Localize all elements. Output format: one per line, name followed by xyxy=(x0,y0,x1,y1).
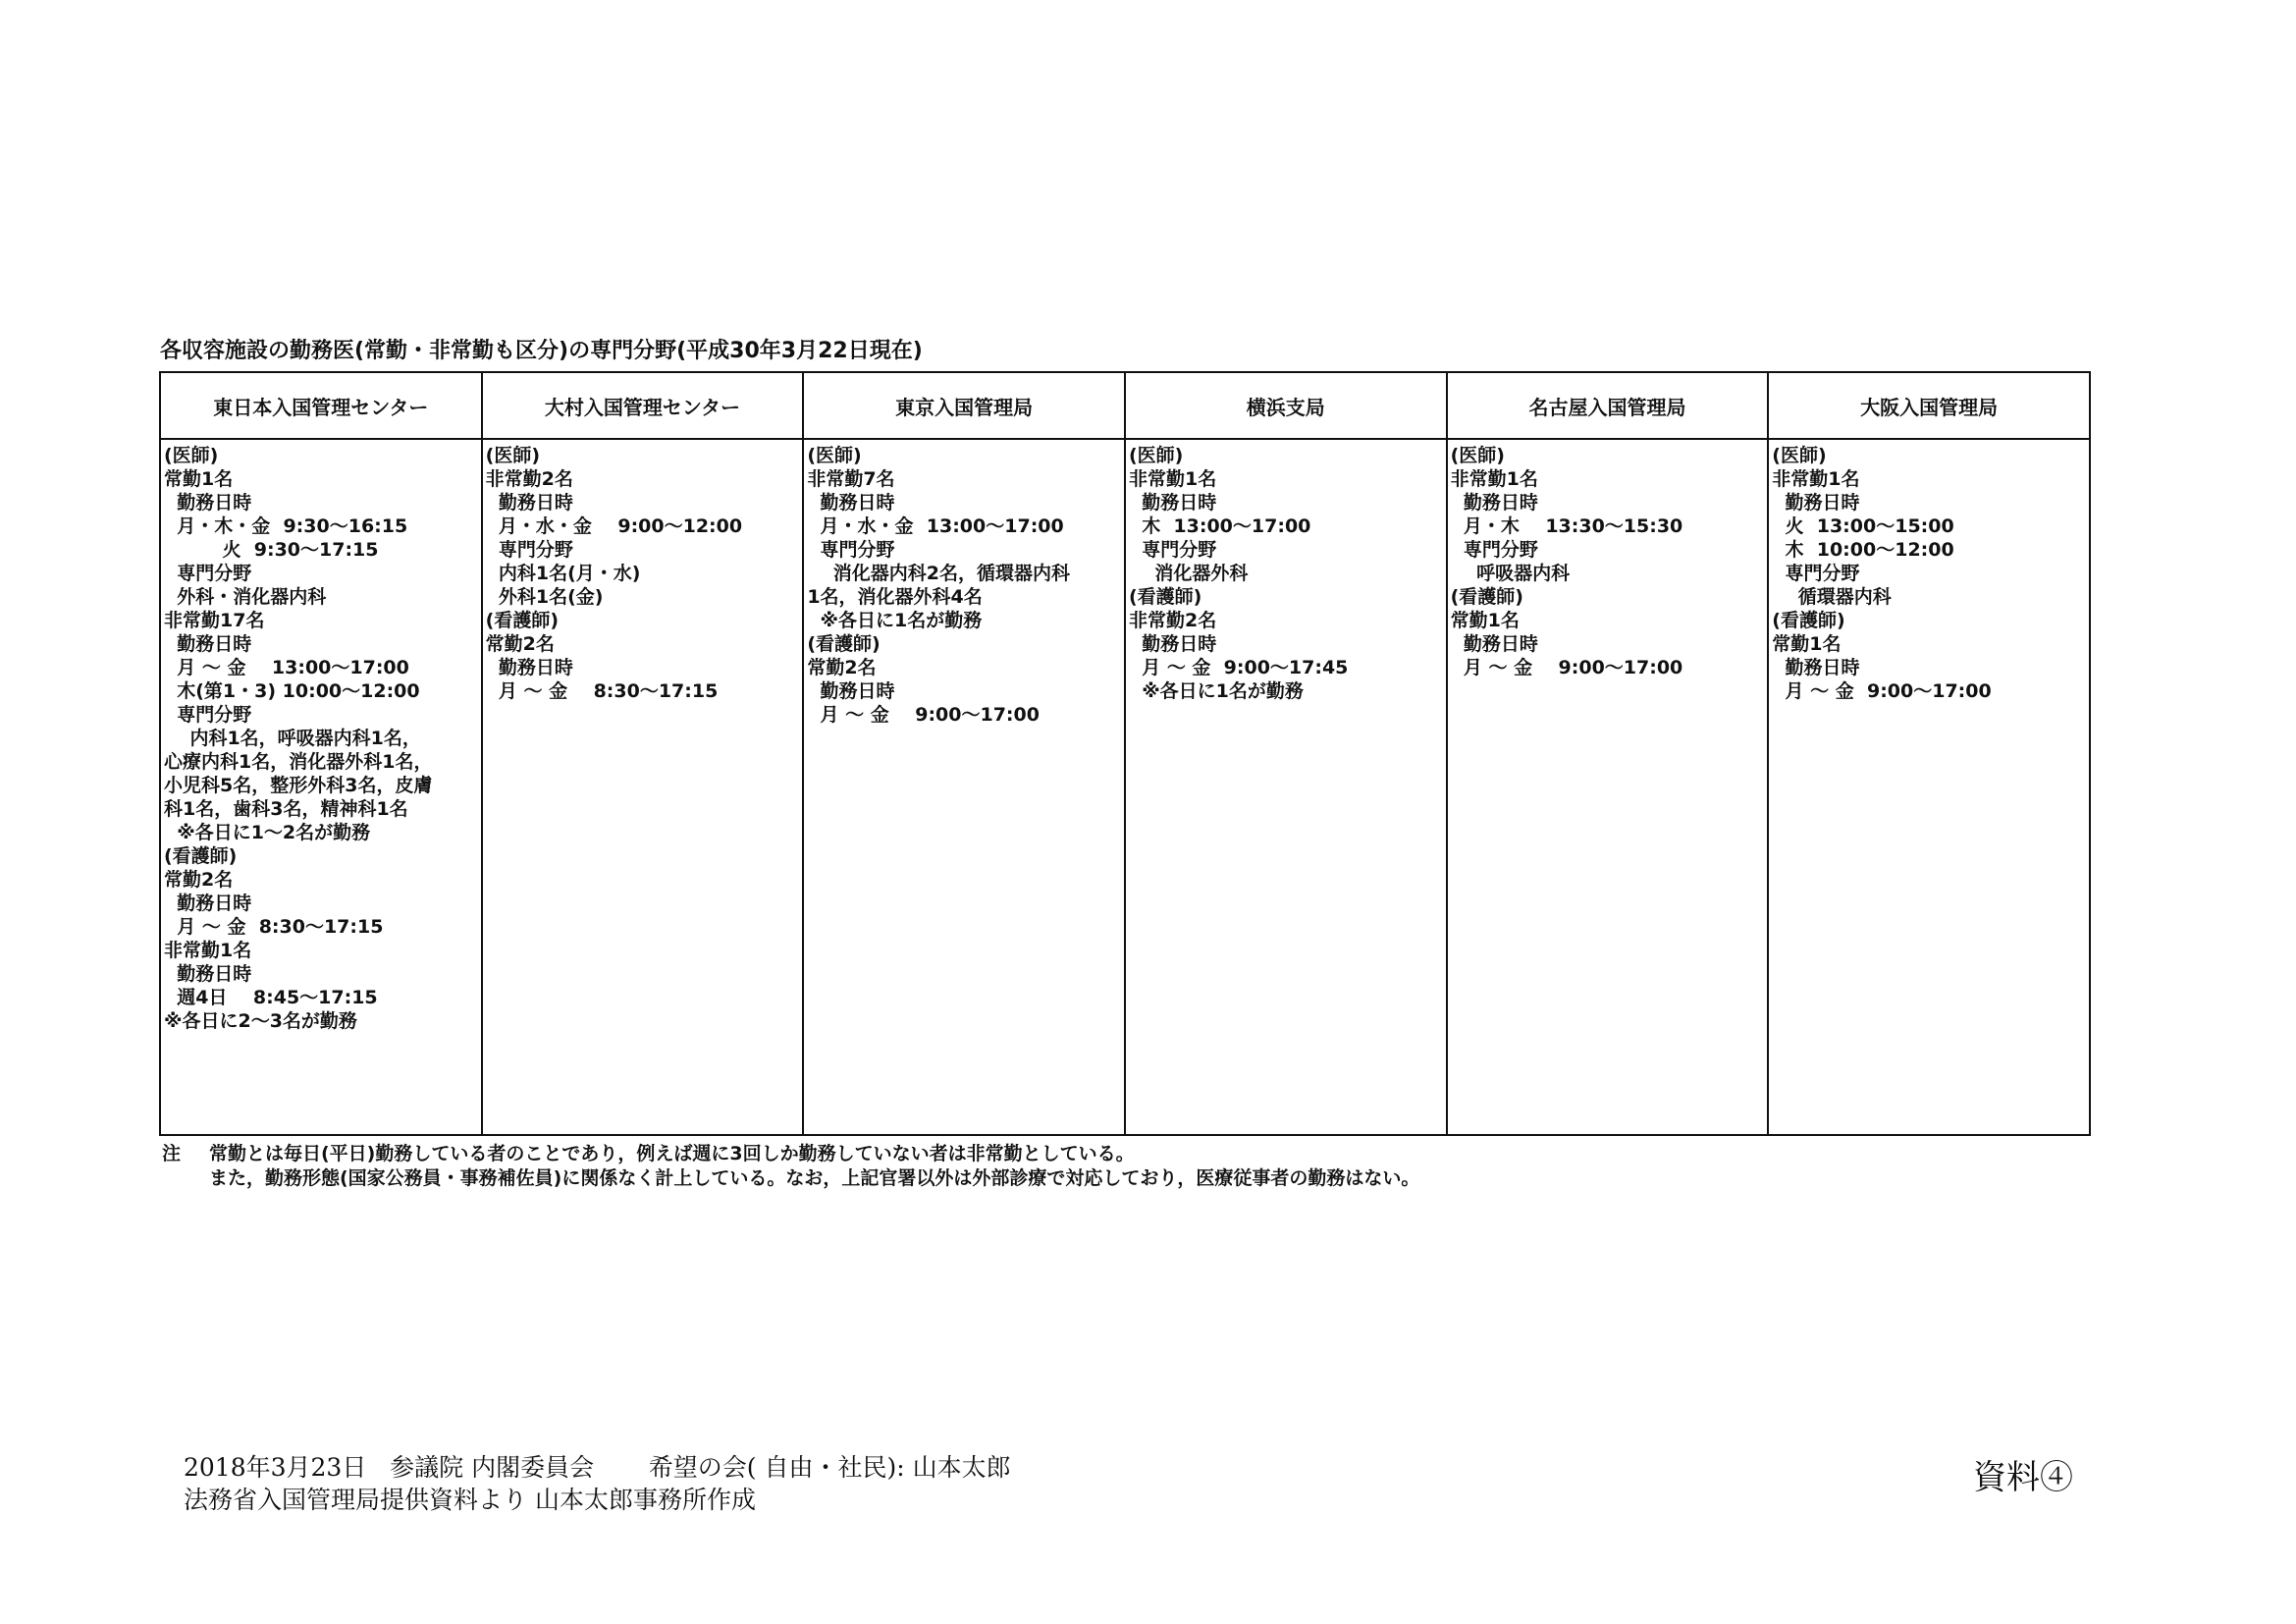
cell-text-line: (看護師) xyxy=(1128,586,1202,608)
cell-text-line: 勤務日時 xyxy=(1128,492,1217,514)
cell-text-line: 常勤1名 xyxy=(1772,633,1842,655)
note-line-2 xyxy=(162,1166,1419,1191)
cell-text-line: 小児科5名，整形外科3名，皮膚 xyxy=(164,775,433,796)
cell-text-line: 呼吸器内科 xyxy=(1450,563,1571,584)
cell-text-line: 常勤2名 xyxy=(807,657,877,678)
cell-osaka xyxy=(1768,439,2090,1135)
cell-text-line: 月・水・金 13:00〜17:00 xyxy=(807,515,1064,537)
header-yokohama: 横浜支局 xyxy=(1125,372,1447,439)
cell-text-line: 月 〜 金 8:30〜17:15 xyxy=(485,680,719,702)
cell-text-line: 非常勤7名 xyxy=(807,468,895,490)
cell-text-line: 専門分野 xyxy=(485,539,573,561)
cell-text-line: 勤務日時 xyxy=(1772,657,1860,678)
note-text-2: また，勤務形態(国家公務員・事務補佐員)に関係なく計上している。なお，上記官署以外は外部診療で対応しており，医療従事者の勤務はない。 xyxy=(209,1167,1420,1189)
facility-schedule-table xyxy=(159,371,2091,1136)
note-line-1 xyxy=(162,1142,1419,1166)
cell-text-line: 専門分野 xyxy=(1450,539,1538,561)
cell-text-line: 勤務日時 xyxy=(807,680,895,702)
cell-text-line: 火 9:30〜17:15 xyxy=(164,539,379,561)
header-higashi-nihon: 東日本入国管理センター xyxy=(160,372,482,439)
cell-text-line: 非常勤17名 xyxy=(164,610,265,631)
cell-text-line: 勤務日時 xyxy=(1772,492,1860,514)
cell-text-line: 勤務日時 xyxy=(164,893,252,914)
header-omura: 大村入国管理センター xyxy=(482,372,804,439)
cell-text-line: 木 13:00〜17:00 xyxy=(1128,515,1311,537)
cell-text-line: 常勤2名 xyxy=(485,633,555,655)
cell-text-line: (医師) xyxy=(164,445,219,466)
cell-text-line: 外科・消化器内科 xyxy=(164,586,327,608)
cell-text-line: 内科1名(月・水) xyxy=(485,563,641,584)
cell-text-line: 月 〜 金 9:00〜17:00 xyxy=(1450,657,1683,678)
cell-text-line: ※各日に1〜2名が勤務 xyxy=(164,822,371,843)
cell-text-line: 科1名，歯科3名，精神科1名 xyxy=(164,798,408,820)
cell-text-line: 循環器内科 xyxy=(1772,586,1892,608)
cell-text-line: (医師) xyxy=(807,445,862,466)
cell-text-line: ※各日に1名が勤務 xyxy=(1128,680,1304,702)
cell-text-line: (医師) xyxy=(485,445,541,466)
cell-text-line: 非常勤2名 xyxy=(1128,610,1217,631)
cell-text-line: (看護師) xyxy=(1450,586,1523,608)
cell-text-line: (医師) xyxy=(1450,445,1505,466)
cell-text-line: (医師) xyxy=(1128,445,1184,466)
cell-text-line: 勤務日時 xyxy=(485,657,573,678)
cell-text-line: (看護師) xyxy=(485,610,560,631)
header-nagoya: 名古屋入国管理局 xyxy=(1447,372,1769,439)
cell-yokohama xyxy=(1125,439,1447,1135)
cell-text-line: 勤務日時 xyxy=(164,633,252,655)
cell-text-line: 月 〜 金 9:00〜17:00 xyxy=(1772,680,1992,702)
cell-text-line: 専門分野 xyxy=(807,539,895,561)
cell-text-line: 勤務日時 xyxy=(485,492,573,514)
table-notes xyxy=(162,1142,1419,1191)
cell-text-line: 月・水・金 9:00〜12:00 xyxy=(485,515,743,537)
cell-text-line: 木(第1・3) 10:00〜12:00 xyxy=(164,680,420,702)
cell-text-line: 勤務日時 xyxy=(807,492,895,514)
cell-omura xyxy=(482,439,804,1135)
cell-text-line: 心療内科1名，消化器外科1名， xyxy=(164,751,433,773)
footer-meeting-info: 2018年3月23日 参議院 内閣委員会 希望の会( 自由・社民): 山本太郎 xyxy=(184,1453,1011,1482)
table-header-row xyxy=(160,372,2090,439)
cell-text-line: 非常勤2名 xyxy=(485,468,573,490)
cell-text-line: 非常勤1名 xyxy=(1128,468,1217,490)
cell-text-line: 専門分野 xyxy=(164,704,252,726)
cell-tokyo xyxy=(803,439,1125,1135)
table-body-row xyxy=(160,439,2090,1135)
cell-higashi-nihon xyxy=(160,439,482,1135)
cell-text-line: 月・木 13:30〜15:30 xyxy=(1450,515,1683,537)
cell-text-line: 外科1名(金) xyxy=(485,586,604,608)
cell-text-line: 木 10:00〜12:00 xyxy=(1772,539,1954,561)
cell-text-line: 専門分野 xyxy=(164,563,252,584)
cell-text-line: 消化器外科 xyxy=(1128,563,1249,584)
cell-text-line: 非常勤1名 xyxy=(1772,468,1860,490)
cell-text-line: (看護師) xyxy=(1772,610,1845,631)
header-tokyo: 東京入国管理局 xyxy=(803,372,1125,439)
cell-text-line: 月 〜 金 9:00〜17:00 xyxy=(807,704,1040,726)
cell-text-line: ※各日に1名が勤務 xyxy=(807,610,983,631)
cell-text-line: 非常勤1名 xyxy=(164,940,252,961)
cell-text-line: 勤務日時 xyxy=(1450,633,1538,655)
document-label: 資料④ xyxy=(1973,1458,2073,1497)
cell-text-line: 消化器内科2名，循環器内科 xyxy=(807,563,1070,584)
cell-text-line: ※各日に2〜3名が勤務 xyxy=(164,1010,357,1032)
cell-text-line: (看護師) xyxy=(164,845,238,867)
cell-text-line: 勤務日時 xyxy=(164,492,252,514)
cell-text-line: 月 〜 金 13:00〜17:00 xyxy=(164,657,409,678)
document-title: 各収容施設の勤務医(常勤・非常勤も区分)の専門分野(平成30年3月22日現在) xyxy=(160,339,923,363)
cell-text-line: 常勤1名 xyxy=(164,468,234,490)
cell-text-line: 専門分野 xyxy=(1772,563,1860,584)
cell-text-line: 週4日 8:45〜17:15 xyxy=(164,987,378,1008)
cell-text-line: 月 〜 金 8:30〜17:15 xyxy=(164,916,384,938)
cell-text-line: 常勤1名 xyxy=(1450,610,1520,631)
cell-nagoya xyxy=(1447,439,1769,1135)
cell-text-line: 勤務日時 xyxy=(1128,633,1217,655)
cell-text-line: 専門分野 xyxy=(1128,539,1217,561)
cell-text-line: (看護師) xyxy=(807,633,881,655)
header-osaka: 大阪入国管理局 xyxy=(1768,372,2090,439)
cell-text-line: 非常勤1名 xyxy=(1450,468,1538,490)
cell-text-line: 勤務日時 xyxy=(164,963,252,985)
note-text-1: 常勤とは毎日(平日)勤務している者のことであり，例えば週に3回しか勤務していない者は非常勤としている。 xyxy=(209,1143,1135,1164)
cell-text-line: 月・木・金 9:30〜16:15 xyxy=(164,515,408,537)
cell-text-line: 常勤2名 xyxy=(164,869,234,891)
cell-text-line: 勤務日時 xyxy=(1450,492,1538,514)
cell-text-line: 1名，消化器外科4名 xyxy=(807,586,983,608)
cell-text-line: 内科1名，呼吸器内科1名， xyxy=(164,728,421,749)
note-prefix: 注 xyxy=(162,1143,182,1164)
cell-text-line: 火 13:00〜15:00 xyxy=(1772,515,1954,537)
cell-text-line: (医師) xyxy=(1772,445,1827,466)
cell-text-line: 月 〜 金 9:00〜17:45 xyxy=(1128,657,1349,678)
footer-source: 法務省入国管理局提供資料より 山本太郎事務所作成 xyxy=(184,1486,756,1514)
